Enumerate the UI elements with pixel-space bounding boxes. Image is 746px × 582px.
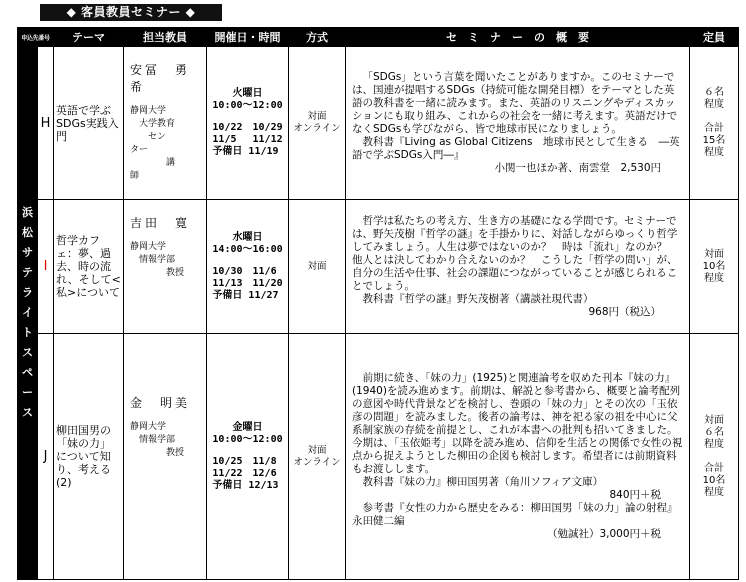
- schedule-time: 10:00～12:00: [212, 433, 283, 445]
- overview-text: 「SDGs」という言葉を聞いたことがありますか。このセミナーでは、国連が提唱するSDGs（持続可能な開発目標）をテーマとした英語の教科書を一緒に読みます。また、英語のリスニングやディスカッションにも取り組み、これからの社会を一緒に考えます。英語だけでなくSDGsも学びながら、皆で地球市民になりましょう。: [352, 71, 678, 135]
- schedule-dates: 10/25 11/8: [212, 455, 277, 467]
- header-format: 方式: [289, 28, 346, 47]
- reference-book: 参考書『女性の力から歴史をみる：柳田国男「妹の力」論の射程』永田健二編: [352, 502, 678, 527]
- textbook: 教科書『哲学の謎』野矢茂樹著（講談社現代書）: [362, 292, 594, 305]
- seminar-code: J: [38, 334, 54, 580]
- schedule-reserve: 予備日 11/19: [212, 146, 279, 157]
- header-theme: テーマ: [54, 28, 124, 47]
- instructor-affiliation: 静岡大学 情報学部 教授: [130, 242, 185, 278]
- seminar-theme: 柳田国男の「妹の力」について知り、考える(2): [54, 334, 124, 580]
- instructor-cell: [124, 334, 207, 580]
- capacity-cell: ６名 程度 合計 15名 程度: [690, 47, 739, 200]
- schedule-time: 14:00～16:00: [212, 243, 283, 255]
- schedule-dates: 11/5 11/12: [212, 134, 283, 145]
- seminar-theme: 英語で学ぶSDGs実践入門: [54, 47, 124, 200]
- textbook: 教科書『Living as Global Citizens 地球市民として生きる ―英語で学ぶSDGs入門―』: [352, 136, 680, 161]
- textbook-price: 小関一也ほか著、南雲堂 2,530円: [494, 162, 662, 174]
- instructor-affiliation: 静岡大学 情報学部 教授: [130, 422, 185, 458]
- venue-char: 松: [22, 226, 33, 239]
- schedule-dates: 10/22 10/29: [212, 122, 283, 133]
- seminar-row-j: [18, 334, 739, 580]
- venue-char: ラ: [22, 286, 33, 299]
- reference-price: （勉誠社）3,000円＋税: [546, 528, 662, 540]
- seminar-code: I: [38, 200, 54, 334]
- venue-char: ト: [22, 326, 33, 339]
- header-row: [18, 28, 739, 47]
- venue-char: テ: [22, 266, 33, 279]
- schedule-reserve: 予備日 11/27: [212, 289, 279, 301]
- capacity-cell: 対面 ６名 程度 合計 10名 程度: [690, 334, 739, 580]
- seminar-banner: ◆ 客員教員セミナー ◆: [40, 4, 222, 21]
- seminar-table: [17, 27, 739, 580]
- format-cell: 対面: [289, 200, 346, 334]
- instructor-name: 安冨 勇希: [130, 63, 191, 94]
- textbook-price: 840円＋税: [609, 489, 662, 501]
- header-overview: セ ミ ナ ー の 概 要: [346, 28, 690, 47]
- schedule-dates: 11/22 12/6: [212, 467, 277, 479]
- instructor-cell: [124, 47, 207, 200]
- instructor-name: 金 明美: [130, 396, 191, 410]
- overview-cell: [346, 334, 690, 580]
- venue-char: イ: [22, 306, 33, 319]
- schedule-cell: [207, 200, 289, 334]
- instructor-cell: [124, 200, 207, 334]
- instructor-affiliation: 静岡大学 大学教育 セン ター 講 師: [130, 106, 176, 181]
- capacity-cell: 対面 10名 程度: [690, 200, 739, 334]
- schedule-day: 金曜日: [232, 421, 263, 433]
- overview-cell: [346, 200, 690, 334]
- schedule-reserve: 予備日 12/13: [212, 479, 279, 491]
- schedule-dates: 11/13 11/20: [212, 277, 283, 289]
- venue-char: ー: [22, 386, 33, 399]
- instructor-name: 吉田 寛: [130, 216, 191, 230]
- venue-label: [18, 47, 38, 580]
- header-instructor: 担当教員: [124, 28, 207, 47]
- textbook: 教科書『妹の力』柳田国男著（角川ソフィア文庫）: [362, 476, 604, 488]
- seminar-row-i: [18, 200, 739, 334]
- venue-char: 浜: [22, 206, 33, 219]
- venue-char: ス: [22, 406, 33, 419]
- textbook-price: 968円（税込）: [588, 305, 662, 318]
- overview-text: 哲学は私たちの考え方、生き方の基礎になる学問です。セミナーでは、野矢茂樹『哲学の謎』を手掛かりに、対話しながらゆっくり哲学してみましょう。人生は夢ではないのか？ 時は「流れ」なのか？ 他人とは決してわかり合えないのか？ こうした「哲学の問い」が、自分の生活や仕事、社会の課題につながっていることが感じられることでしょう。: [352, 214, 678, 292]
- header-datetime: 開催日・時間: [207, 28, 289, 47]
- venue-char: ペ: [22, 366, 33, 379]
- header-apply: 申込先番号: [18, 28, 54, 47]
- header-capacity: 定員: [690, 28, 739, 47]
- schedule-cell: [207, 47, 289, 200]
- format-cell: 対面 オンライン: [289, 334, 346, 580]
- schedule-day: 水曜日: [232, 231, 263, 243]
- seminar-theme: 哲学カフェ：夢、過去、時の流れ、そして<私>について: [54, 200, 124, 334]
- overview-cell: [346, 47, 690, 200]
- schedule-cell: [207, 334, 289, 580]
- schedule-day: 火曜日: [232, 88, 263, 99]
- venue-char: ス: [22, 346, 33, 359]
- venue-char: サ: [22, 246, 33, 259]
- venue-text: [18, 203, 37, 423]
- seminar-code: H: [38, 47, 54, 200]
- seminar-row-h: [18, 47, 739, 200]
- overview-text: 前期に続き、「妹の力」(1925)と関連論考を収めた刊本『妹の力』(1940)を読み進めます。前期は、解説と参考書から、概要と論考配列の意図や時代背景などを検討し、巻頭の「妹の力」とその次の「玉依彦の問題」を読みました。後者の論考は、神を祀る家の祖を中心に父系制家族の存続を前提とし、これが本書への批判も招いてきました。今期は、「玉依姫考」以降を読み進め、信仰を生活との関係で女性の視点から捉えようとした柳田の企図も検討します。希望者には前期資料もお渡しします。: [352, 372, 683, 475]
- format-cell: 対面 オンライン: [289, 47, 346, 200]
- schedule-time: 10:00～12:00: [212, 100, 283, 111]
- schedule-dates: 10/30 11/6: [212, 265, 277, 277]
